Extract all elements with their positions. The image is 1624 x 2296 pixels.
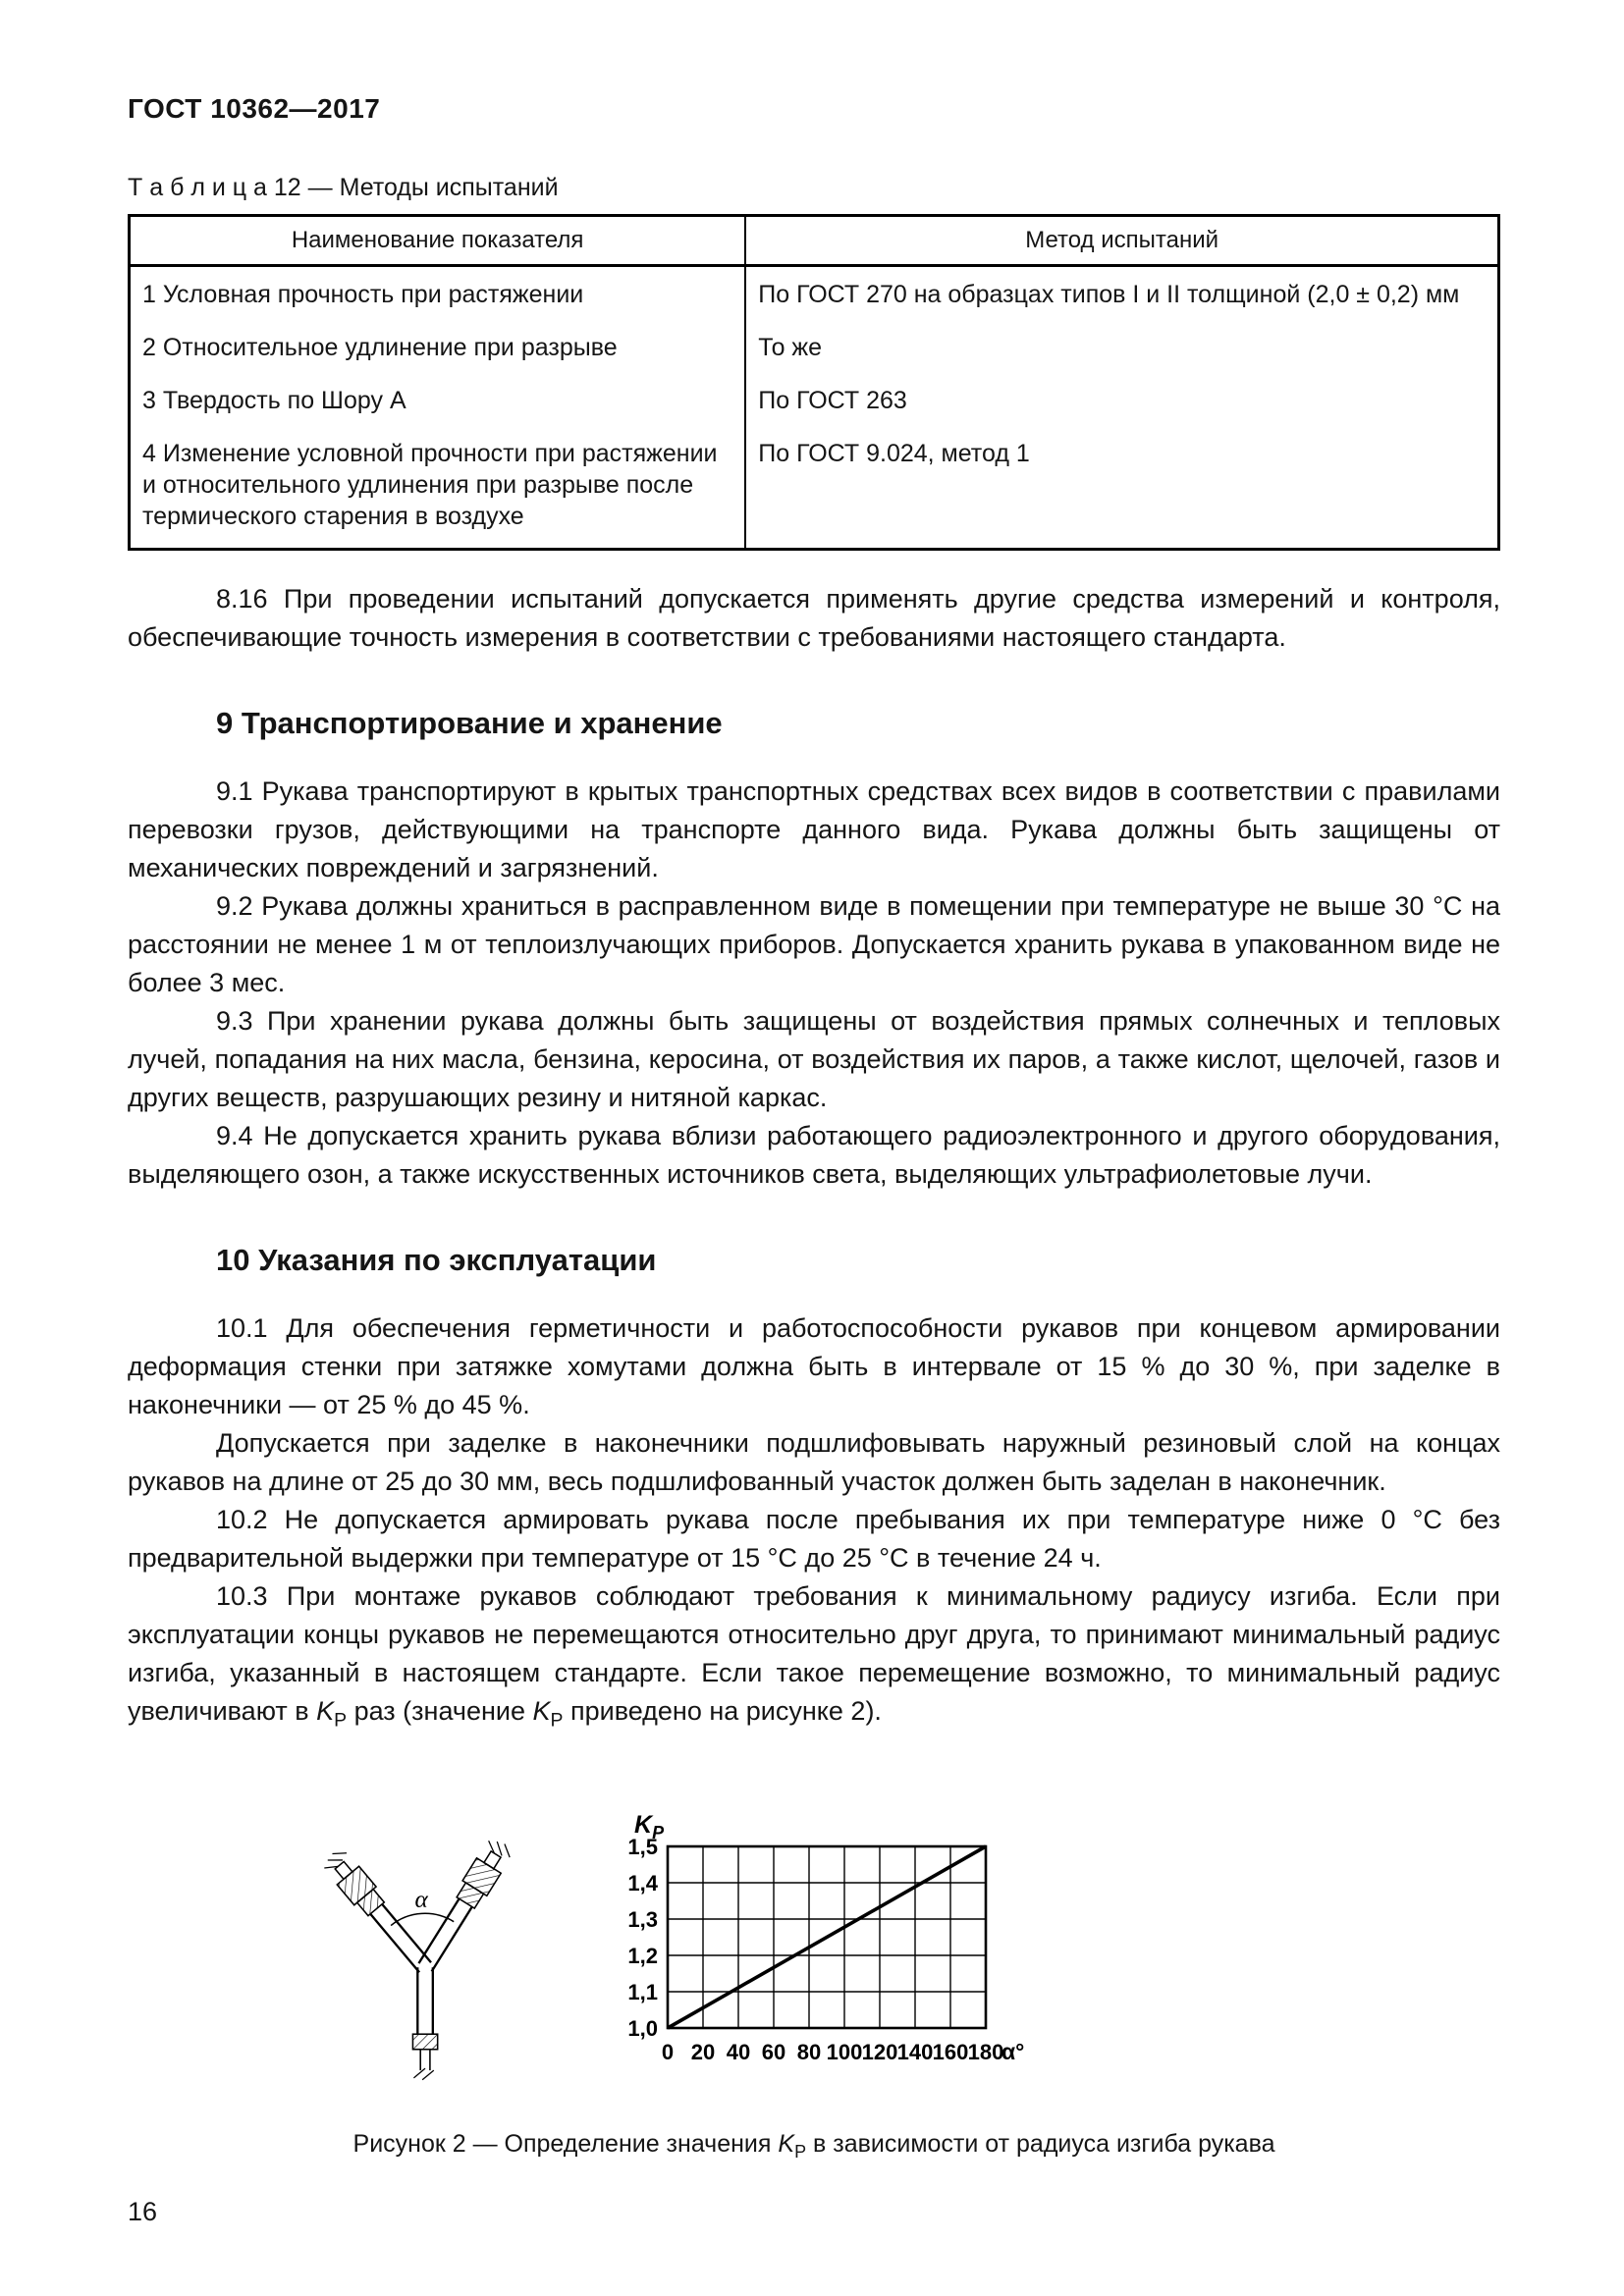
svg-text:KР: $K_Р$ — [634, 1811, 665, 1843]
table-caption: Т а б л и ц а 12 — Методы испытаний — [128, 174, 559, 201]
table-row — [130, 432, 1499, 550]
svg-text:20: 20 — [690, 2040, 716, 2065]
svg-text:60: 60 — [761, 2040, 786, 2065]
paragraph-9-1: 9.1 Рукава транспортируют в крытых транспортных средствах всех видов в соответствии с правилами перевозки грузов, действующими на транспорте данного вида. Рукава должны быть защищены от механических повреждений и загрязнений. — [128, 776, 1500, 882]
paragraph-8-16: 8.16 При проведении испытаний допускается применять другие средства измерений и контроля, обеспечивающие точность измерения в соответствии с требованиями настоящего стандарта. — [128, 584, 1500, 652]
paragraph-9-4: 9.4 Не допускается хранить рукава вблизи работающего радиоэлектронного и другого оборудования, выделяющего озон, а также искусственных источников света, выделяющих ультрафиолетовые лучи. — [128, 1121, 1500, 1189]
svg-text:1,1: 1,1 — [627, 1980, 658, 2005]
paragraph-9-3: 9.3 При хранении рукава должны быть защищены от воздействия прямых солнечных и тепловых лучей, попадания на них масла, бензина, керосина, от воздействия их паров, а также кислот, щелочей, газов и других веществ, разрушающих резину и нитяной каркас. — [128, 1006, 1500, 1112]
kp-symbol: K — [316, 1696, 335, 1726]
indicator-cell: 1 Условная прочность при растяжении — [130, 266, 746, 327]
figure-caption-text: в зависимости от радиуса изгиба рукава — [806, 2130, 1275, 2159]
page-number: 16 — [128, 2197, 158, 2226]
svg-text:1,2: 1,2 — [627, 1944, 658, 1969]
paragraph-9-2: 9.2 Рукава должны храниться в расправленном виде в помещении при температуре не выше 30 °С на расстоянии не менее 1 м от теплоизлучающих приборов. Допускается хранить рукава в упакованном виде не более 3 мес. — [128, 891, 1500, 997]
paragraph-10-3-text: 10.3 При монтаже рукавов соблюдают требования к минимальному радиусу изгиба. Если при эксплуатации концы рукавов не перемещаются относительно друг друга, то принимают минимальный радиус изгиба, указанный в настоящем стандарте. Если такое перемещение возможно, то минимальный радиус увеличивают в — [128, 1581, 1500, 1726]
kp-vs-angle-chart — [603, 1803, 1047, 2084]
figure-caption — [128, 2130, 1500, 2163]
svg-text:1,3: 1,3 — [627, 1907, 658, 1933]
table-row — [130, 326, 1499, 379]
kp-subscript: Р — [794, 2142, 807, 2163]
column-header-indicator: Наименование показателя — [130, 216, 746, 266]
svg-text:1,4: 1,4 — [627, 1871, 658, 1896]
method-cell: По ГОСТ 270 на образцах типов I и II толщиной (2,0 ± 0,2) мм — [758, 281, 1460, 308]
method-cell: По ГОСТ 263 — [758, 387, 907, 414]
paragraph-10-3-text: приведено на рисунке 2). — [563, 1696, 882, 1726]
svg-text:0: 0 — [661, 2040, 675, 2065]
section-10-title: 10 Указания по эксплуатации — [216, 1243, 657, 1277]
indicator-cell: 2 Относительное удлинение при разрыве — [130, 326, 746, 379]
paragraph-10-1: 10.1 Для обеспечения герметичности и работоспособности рукавов при концевом армировании деформация стенки при затяжке хомутами должна быть в интервале от 15 % до 30 %, при заделке в наконечники — от 25 % до 45 %. — [128, 1313, 1500, 1419]
svg-text:180: 180 — [967, 2040, 1004, 2065]
table-row — [130, 379, 1499, 432]
kp-subscript: Р — [550, 1709, 564, 1732]
hose-bend-drawing — [265, 1796, 589, 2091]
paragraph-10-3 — [128, 1577, 1500, 1739]
alpha-angle-label: α — [414, 1887, 428, 1914]
section-9-title: 9 Транспортирование и хранение — [216, 706, 723, 740]
figure-caption-text: Рисунок 2 — Определение значения — [352, 2130, 779, 2159]
table-header-row — [130, 216, 1499, 266]
figure-2 — [265, 1796, 1500, 2091]
paragraph-10-1b: Допускается при заделке в наконечники подшлифовывать наружный резиновый слой на концах рукавов на длине от 25 до 30 мм, весь подшлифованный участок должен быть заделан в наконечник. — [128, 1428, 1500, 1496]
svg-text:120: 120 — [861, 2040, 898, 2065]
svg-text:80: 80 — [796, 2040, 822, 2065]
method-cell: То же — [758, 334, 823, 361]
svg-text:40: 40 — [726, 2040, 751, 2065]
indicator-cell: 4 Изменение условной прочности при растяжении и относительного удлинения при разрыве после термического старения в воздухе — [130, 432, 746, 550]
svg-text:α°: α° — [1001, 2039, 1025, 2065]
column-header-method: Метод испытаний — [745, 216, 1498, 266]
doc-number: ГОСТ 10362—2017 — [128, 93, 381, 124]
svg-text:100: 100 — [826, 2040, 863, 2065]
svg-text:160: 160 — [932, 2040, 969, 2065]
kp-subscript: Р — [334, 1709, 348, 1732]
method-cell: По ГОСТ 9.024, метод 1 — [758, 440, 1030, 467]
svg-text:140: 140 — [896, 2040, 934, 2065]
paragraph-10-3-text: раз (значение — [347, 1696, 533, 1726]
kp-symbol: K — [532, 1696, 551, 1726]
paragraph-10-2: 10.2 Не допускается армировать рукава после пребывания их при температуре ниже 0 °С без предварительной выдержки при температуре от 15 °С до 25 °С в течение 24 ч. — [128, 1505, 1500, 1573]
table-row — [130, 266, 1499, 327]
test-methods-table — [128, 214, 1500, 551]
svg-text:1,0: 1,0 — [627, 2016, 658, 2042]
svg-text:1,5: 1,5 — [627, 1835, 658, 1860]
kp-symbol: K — [778, 2130, 795, 2159]
indicator-cell: 3 Твердость по Шору А — [130, 379, 746, 432]
